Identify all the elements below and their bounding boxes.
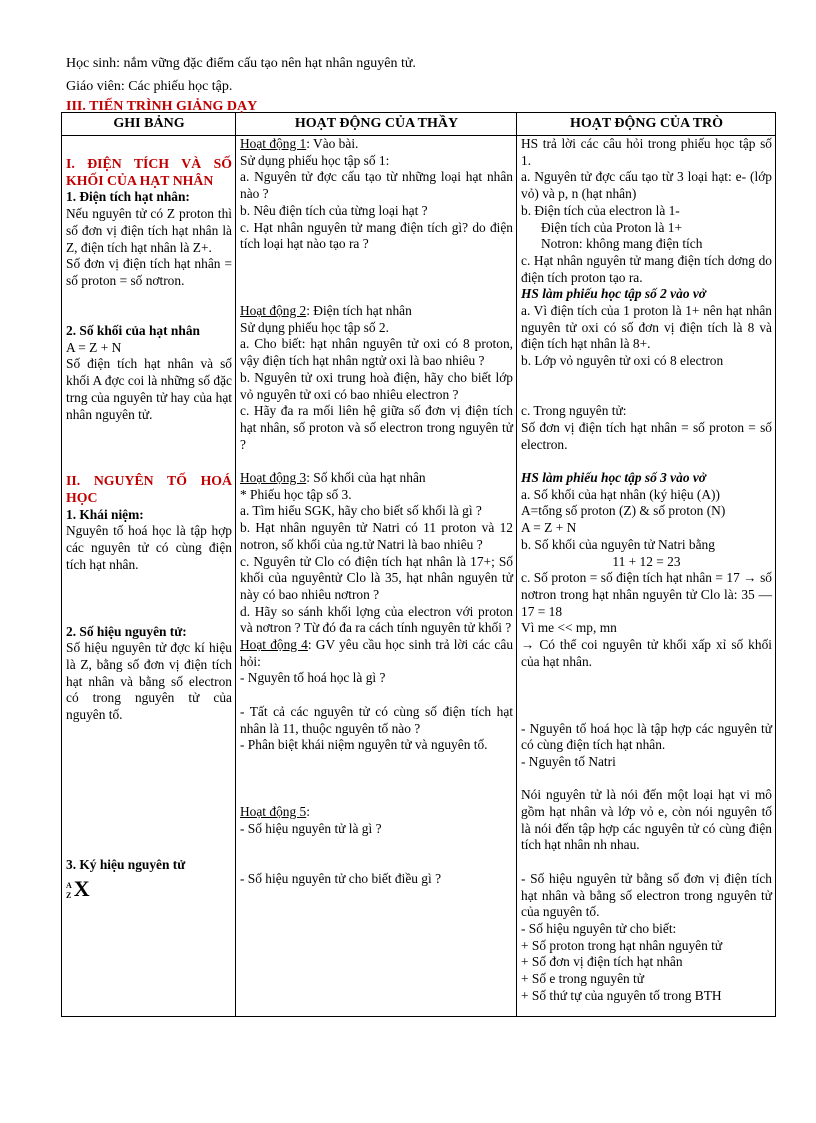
activity-4-line: - Tất cả các nguyên tử có cùng số điện tích hạt nhân là 11, thuộc nguyên tố nào ? bbox=[240, 703, 513, 736]
subheading-atomic-symbol: 3. Ký hiệu nguyên tử bbox=[66, 857, 186, 873]
student-answer-3: 11 + 12 = 23 bbox=[612, 553, 681, 569]
student-answer-3: c. Số proton = số điện tích hạt nhân = 17 → số nơtron trong hạt nhân nguyên tử Clo là: 35 — 17 = 18 bbox=[521, 570, 772, 619]
student-answer-3: → Có thể coi nguyên tử khối xấp xỉ số khối của hạt nhân. bbox=[521, 637, 772, 669]
subheading-concept: 1. Khái niệm: bbox=[66, 506, 144, 522]
activity-4-line: - Nguyên tố hoá học là gì ? bbox=[240, 670, 386, 686]
student-answer-5: + Số đơn vị điện tích hạt nhân bbox=[521, 954, 683, 970]
activity-3-line: * Phiếu học tập số 3. bbox=[240, 486, 352, 502]
table-body-row bbox=[62, 136, 776, 1017]
activity-5-title: Hoạt động 5 bbox=[240, 804, 307, 819]
student-answer-3: a. Số khối của hạt nhân (ký hiệu (A)) bbox=[521, 486, 720, 502]
student-answer-3: Vì me << mp, mn bbox=[521, 620, 617, 636]
activity-2-line: b. Nguyên tử oxi trung hoà điện, hãy cho biết lớp vỏ nguyên tử oxi có bao nhiêu electron ? bbox=[240, 369, 513, 402]
intro-line-teacher: Giáo viên: Các phiếu học tập. bbox=[66, 79, 233, 94]
student-answer-5: - Số hiệu nguyên tử cho biết: bbox=[521, 920, 677, 936]
text-atomic-number: Số hiệu nguyên tử đợc kí hiệu là Z, bằng số đơn vị điện tích hạt nhân và bằng số electron có trong nguyên tử của nguyên tố. bbox=[66, 640, 232, 723]
student-answer-2: a. Vì điện tích của 1 proton là 1+ nên hạt nhân nguyên tử oxi có số đơn vị điện tích là 8 và điện tích hạt nhân là 8+. bbox=[521, 303, 772, 352]
text-nuclear-charge: Nếu nguyên tử có Z proton thì số đơn vị điện tích hạt nhân là Z, điện tích hạt nhân là Z+. bbox=[66, 206, 232, 255]
table-header-row bbox=[62, 113, 776, 136]
activity-5-line: - Số hiệu nguyên tử là gì ? bbox=[240, 820, 382, 836]
activity-4-line: - Phân biệt khái niệm nguyên tử và nguyên tố. bbox=[240, 737, 488, 753]
student-answer-4: Nói nguyên tử là nói đến một loại hạt vi mô gồm hạt nhân và lớp vỏ e, còn nói nguyên tố là nói đến tập hợp các nguyên tử có cùng điện tích hạt nhân nh nhau. bbox=[521, 787, 772, 853]
activity-3-line: a. Tìm hiểu SGK, hãy cho biết số khối là gì ? bbox=[240, 503, 482, 519]
activity-3 bbox=[240, 470, 513, 487]
activity-2-line: a. Cho biết: hạt nhân nguyên tử oxi có 8 proton, vậy điện tích hạt nhân ngtử oxi là bao nhiêu ? bbox=[240, 336, 513, 369]
formula-mass-number: A = Z + N bbox=[66, 339, 122, 355]
student-answer-5: + Số thứ tự của nguyên tố trong BTH bbox=[521, 987, 722, 1003]
student-answer-1: Điện tích của Proton là 1+ bbox=[541, 219, 683, 235]
student-answer-1: b. Điện tích của electron là 1- bbox=[521, 202, 680, 218]
activity-1-rest: : Vào bài. bbox=[306, 136, 359, 151]
student-answer-5: - Số hiệu nguyên tử bằng số đơn vị điện tích hạt nhân và bằng số electron trong nguyên tử của nguyên tố. bbox=[521, 870, 772, 920]
header-teacher-activity: HOẠT ĐỘNG CỦA THẦY bbox=[236, 113, 517, 136]
activity-5 bbox=[240, 804, 513, 821]
header-student-activity: HOẠT ĐỘNG CỦA TRÒ bbox=[517, 113, 776, 136]
student-column bbox=[517, 136, 776, 1017]
text-mass-number: Số điện tích hạt nhân và số khối A đợc coi là những số đặc trng của nguyên tử hay của hạt nhân nguyên tử. bbox=[66, 356, 232, 422]
activity-3-title: Hoạt động 3 bbox=[240, 470, 307, 485]
student-answer-1: c. Hạt nhân nguyên tử mang điện tích dơng do điện tích proton tạo ra. bbox=[521, 252, 772, 285]
subheading-nuclear-charge: 1. Điện tích hạt nhân: bbox=[66, 189, 190, 205]
activity-1-line: a. Nguyên tử đợc cấu tạo từ những loại hạt nhân nào ? bbox=[240, 169, 513, 202]
activity-5-line: - Số hiệu nguyên tử cho biết điều gì ? bbox=[240, 870, 442, 886]
header-ghi-bang: GHI BẢNG bbox=[62, 113, 236, 136]
activity-2-line: Sử dụng phiếu học tập số 2. bbox=[240, 319, 389, 335]
student-answer-5: + Số e trong nguyên tử bbox=[521, 971, 645, 987]
activity-2-title: Hoạt động 2 bbox=[240, 302, 307, 318]
student-answer-3: A=tổng số proton (Z) & số proton (N) bbox=[521, 503, 726, 519]
symbol-atomic-index: Z bbox=[66, 890, 72, 900]
activity-3-line: d. Hãy so sánh khối lợng của electron với proton và nơtron ? Từ đó đa ra cách tính nguyên tử khối ? bbox=[240, 603, 513, 636]
subheading-mass-number: 2. Số khối của hạt nhân bbox=[66, 323, 200, 338]
lesson-table bbox=[61, 112, 776, 1017]
student-answer-1: a. Nguyên tử đợc cấu tạo từ 3 loại hạt: e- (lớp vỏ) và p, n (hạt nhân) bbox=[521, 169, 772, 202]
activity-4 bbox=[240, 637, 513, 670]
student-answer-2: Số đơn vị điện tích hạt nhân = số proton = số electron. bbox=[521, 419, 772, 452]
activity-2-rest: : Điện tích hạt nhân bbox=[306, 302, 412, 318]
symbol-mass-index: A bbox=[66, 880, 72, 890]
symbol-letter: X bbox=[73, 875, 90, 901]
board-column bbox=[62, 136, 236, 1017]
activity-3-line: c. Nguyên tử Clo có điện tích hạt nhân là 17+; Số khối của nguyêntử Clo là 35, hạt nhân nguyên tử này có bao nhiêu nơtron ? bbox=[240, 553, 513, 602]
activity-1-line: b. Nêu điện tích của từng loại hạt ? bbox=[240, 202, 428, 218]
subheading-atomic-number: 2. Số hiệu nguyên tử: bbox=[66, 623, 187, 639]
student-answer-2: b. Lớp vỏ nguyên tử oxi có 8 electron bbox=[521, 353, 724, 369]
atomic-symbol bbox=[66, 877, 232, 901]
heading-element: II. NGUYÊN TỐ HOÁ HỌC bbox=[66, 473, 232, 505]
activity-4-title: Hoạt động 4 bbox=[240, 637, 308, 653]
worksheet-3-title: HS làm phiếu học tập số 3 vào vở bbox=[521, 470, 706, 486]
student-answer-2: c. Trong nguyên tử: bbox=[521, 403, 627, 419]
student-answer-4: - Nguyên tố hoá học là tập hợp các nguyên tử có cùng điện tích hạt nhân. bbox=[521, 720, 772, 753]
activity-5-rest: : bbox=[306, 804, 310, 819]
student-answer-1: HS trả lời các câu hỏi trong phiếu học tập số 1. bbox=[521, 136, 772, 168]
activity-4-rest: : GV yêu cầu học sinh trả lời các câu hỏi: bbox=[240, 637, 514, 669]
student-answer-3: A = Z + N bbox=[521, 520, 577, 536]
student-answer-4: - Nguyên tố Natri bbox=[521, 753, 616, 769]
section-title: III. TIẾN TRÌNH GIẢNG DẠY bbox=[66, 99, 258, 114]
text-element-concept: Nguyên tố hoá học là tập hợp các nguyên tử có cùng điện tích hạt nhân. bbox=[66, 523, 232, 572]
student-answer-1: Notron: không mang điện tích bbox=[541, 236, 703, 252]
activity-1-line: c. Hạt nhân nguyên tử mang điện tích gì? do điện tích loại hạt nào tạo ra ? bbox=[240, 219, 513, 252]
text-charge-equality: Số đơn vị điện tích hạt nhân = số proton = số nơtron. bbox=[66, 256, 232, 288]
activity-3-line: b. Hạt nhân nguyên tử Natri có 11 proton và 12 notron, số khối của ng.tử Natri là bao nhiêu ? bbox=[240, 520, 513, 552]
student-answer-3: b. Số khối của nguyên tử Natri bằng bbox=[521, 536, 715, 552]
activity-1-title: Hoạt động 1 bbox=[240, 136, 307, 151]
activity-2 bbox=[240, 303, 513, 320]
activity-1 bbox=[240, 136, 513, 153]
activity-1-line: Sử dụng phiếu học tập số 1: bbox=[240, 152, 390, 168]
student-answer-5: + Số proton trong hạt nhân nguyên tử bbox=[521, 937, 723, 953]
activity-2-line: c. Hãy đa ra mối liên hệ giữa số đơn vị điện tích hạt nhân, số proton và số electron trong nguyên tử ? bbox=[240, 403, 513, 452]
activity-3-rest: : Số khối của hạt nhân bbox=[306, 470, 426, 485]
intro-line-students: Học sinh: nắm vững đặc điểm cấu tạo nên hạt nhân nguyên tử. bbox=[66, 56, 416, 71]
heading-charge-mass: I. ĐIỆN TÍCH VÀ SỐ KHỐI CỦA HẠT NHÂN bbox=[66, 156, 232, 188]
teacher-column bbox=[236, 136, 517, 1017]
worksheet-2-title: HS làm phiếu học tập số 2 vào vở bbox=[521, 286, 706, 302]
